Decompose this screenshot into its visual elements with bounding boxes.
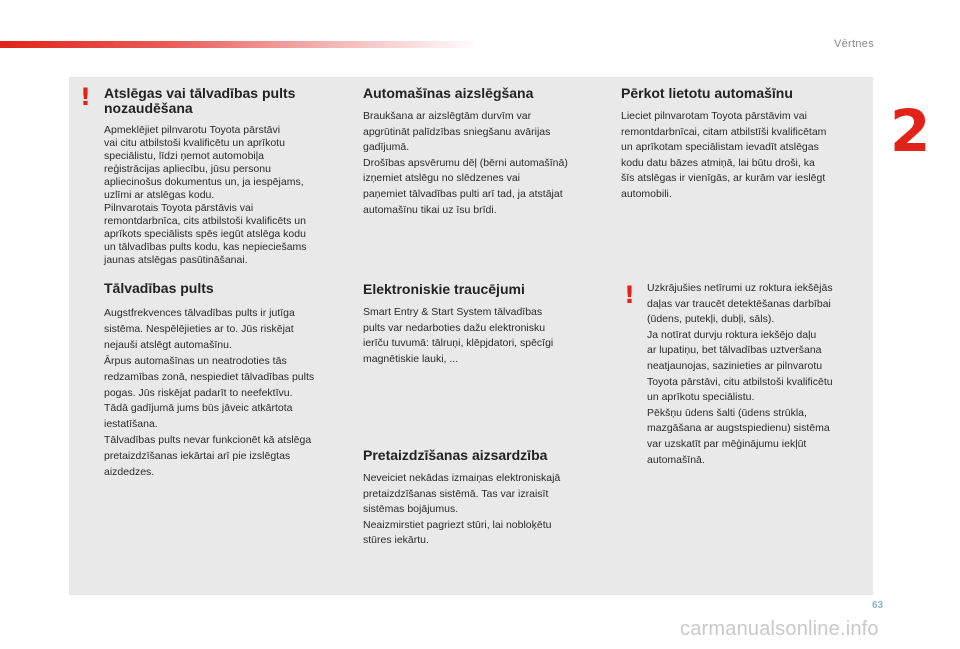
top-accent-stripe bbox=[0, 41, 480, 48]
paragraph-handle-dirt-warning: Uzkrājušies netīrumi uz roktura iekšējās daļas var traucēt detektēšanas darbībai (ūdens, putekļi, dubļi, sāls). Ja notīrat durvju roktura iekšējo daļu ar lupatiņu, bet tālvadības uztveršana neatjaunojas, sazinieties ar pilnvarotu Toyota pārstāvi, citu atbilstoši kvalificētu un aprīkotu speciālistu. Pēkšņu ūdens šalti (ūdens strūkla, mazgāšana ar augstspiedienu) sistēma var uzskatīt par mēģinājumu iekļūt automašīnā. bbox=[647, 282, 833, 466]
column-2-electronic bbox=[363, 282, 613, 367]
column-3 bbox=[621, 86, 866, 203]
warning-exclamation-icon: ! bbox=[80, 83, 91, 111]
paragraph-electronic-interference: Smart Entry & Start System tālvadības pults var nedarboties dažu elektronisku ierīču tuvumā: tālruņi, klēpjdatori, spēcīgi magnētiskie lauki, ... bbox=[363, 306, 554, 365]
heading-remote-control: Tālvadības pults bbox=[104, 280, 214, 296]
chapter-number: 2 bbox=[890, 97, 931, 165]
heading-used-car: Pērkot lietotu automašīnu bbox=[621, 85, 793, 101]
section-title: Vērtnes bbox=[833, 38, 874, 50]
warning-exclamation-icon: ! bbox=[624, 281, 635, 309]
paragraph-used-car: Lieciet pilnvarotam Toyota pārstāvim vai remontdarbnīcai, citam atbilstīši kvalificētam un aprīkotam speciālistam ievadīt atslēgas kodu datu bāzes atmiņā, lai būtu droši, ka šīs atslēgas ir vienīgās, ar kurām var ieslēgt automobili. bbox=[621, 110, 827, 200]
column-1 bbox=[104, 86, 354, 481]
watermark: carmanualsonline.info bbox=[680, 618, 879, 640]
heading-electronic-interference: Elektroniskie traucējumi bbox=[363, 281, 525, 297]
column-2 bbox=[363, 86, 613, 218]
paragraph-locking: Braukšana ar aizslēgtām durvīm var apgrūtināt palīdzības sniegšanu avārijas gadījumā. Drošības apsvērumu dēļ (bērni automašīnā) izņemiet atslēgu no slēdzenes vai paņemiet tālvadības pulti arī tad, ja atstājat automašīnu tikai uz īsu brīdi. bbox=[363, 110, 568, 216]
paragraph-lost-key: Apmeklējiet pilnvarotu Toyota pārstāvi vai citu atbilstoši kvalificētu un aprīkotu speciālistu, līdzi ņemot automobiļa reģistrācijas apliecību, jūsu personu apliecinošus dokumentus un, ja iespējams, uzlīmi ar atslēgas kodu. Pilnvarotais Toyota pārstāvis vai remontdarbnīca, cits atbilstoši kvalificēts un aprīkots speciālists spēs iegūt atslēga kodu un tālvadības pults kodu, kas nepieciešams jaunas atslēgas pasūtināšanai. bbox=[104, 124, 307, 266]
column-2-antitheft bbox=[363, 448, 613, 549]
paragraph-antitheft: Neveiciet nekādas izmaiņas elektroniskajā pretaizdzīšanas sistēmā. Tas var izraisīt sistēmas bojājumus. Neaizmirstiet pagriezt stūri, lai nobloķētu stūres iekārtu. bbox=[363, 472, 561, 547]
heading-locking: Automašīnas aizslēgšana bbox=[363, 85, 534, 101]
paragraph-remote-control: Augstfrekvences tālvadības pults ir jutīga sistēma. Nespēlējieties ar to. Jūs riskējat nejauši atslēgt automašīnu. Ārpus automašīnas un neatrodoties tās redzamības zonā, nespiediet tālvadības pults pogas. Jūs riskējat padarīt to neefektīvu. Tādā gadījumā jums būs jāveic atkārtota iestatīšana. Tālvadības pults nevar funkcionēt kā atslēga pretaizdzīšanas iekārtai arī pie izslēgtas aizdedzes. bbox=[104, 307, 315, 479]
heading-antitheft: Pretaizdzīšanas aizsardzība bbox=[363, 447, 548, 463]
page-number: 63 bbox=[872, 600, 884, 611]
column-3-warning bbox=[647, 281, 869, 468]
heading-lost-key: Atslēgas vai tālvadības pults nozaudēšana bbox=[104, 85, 296, 116]
